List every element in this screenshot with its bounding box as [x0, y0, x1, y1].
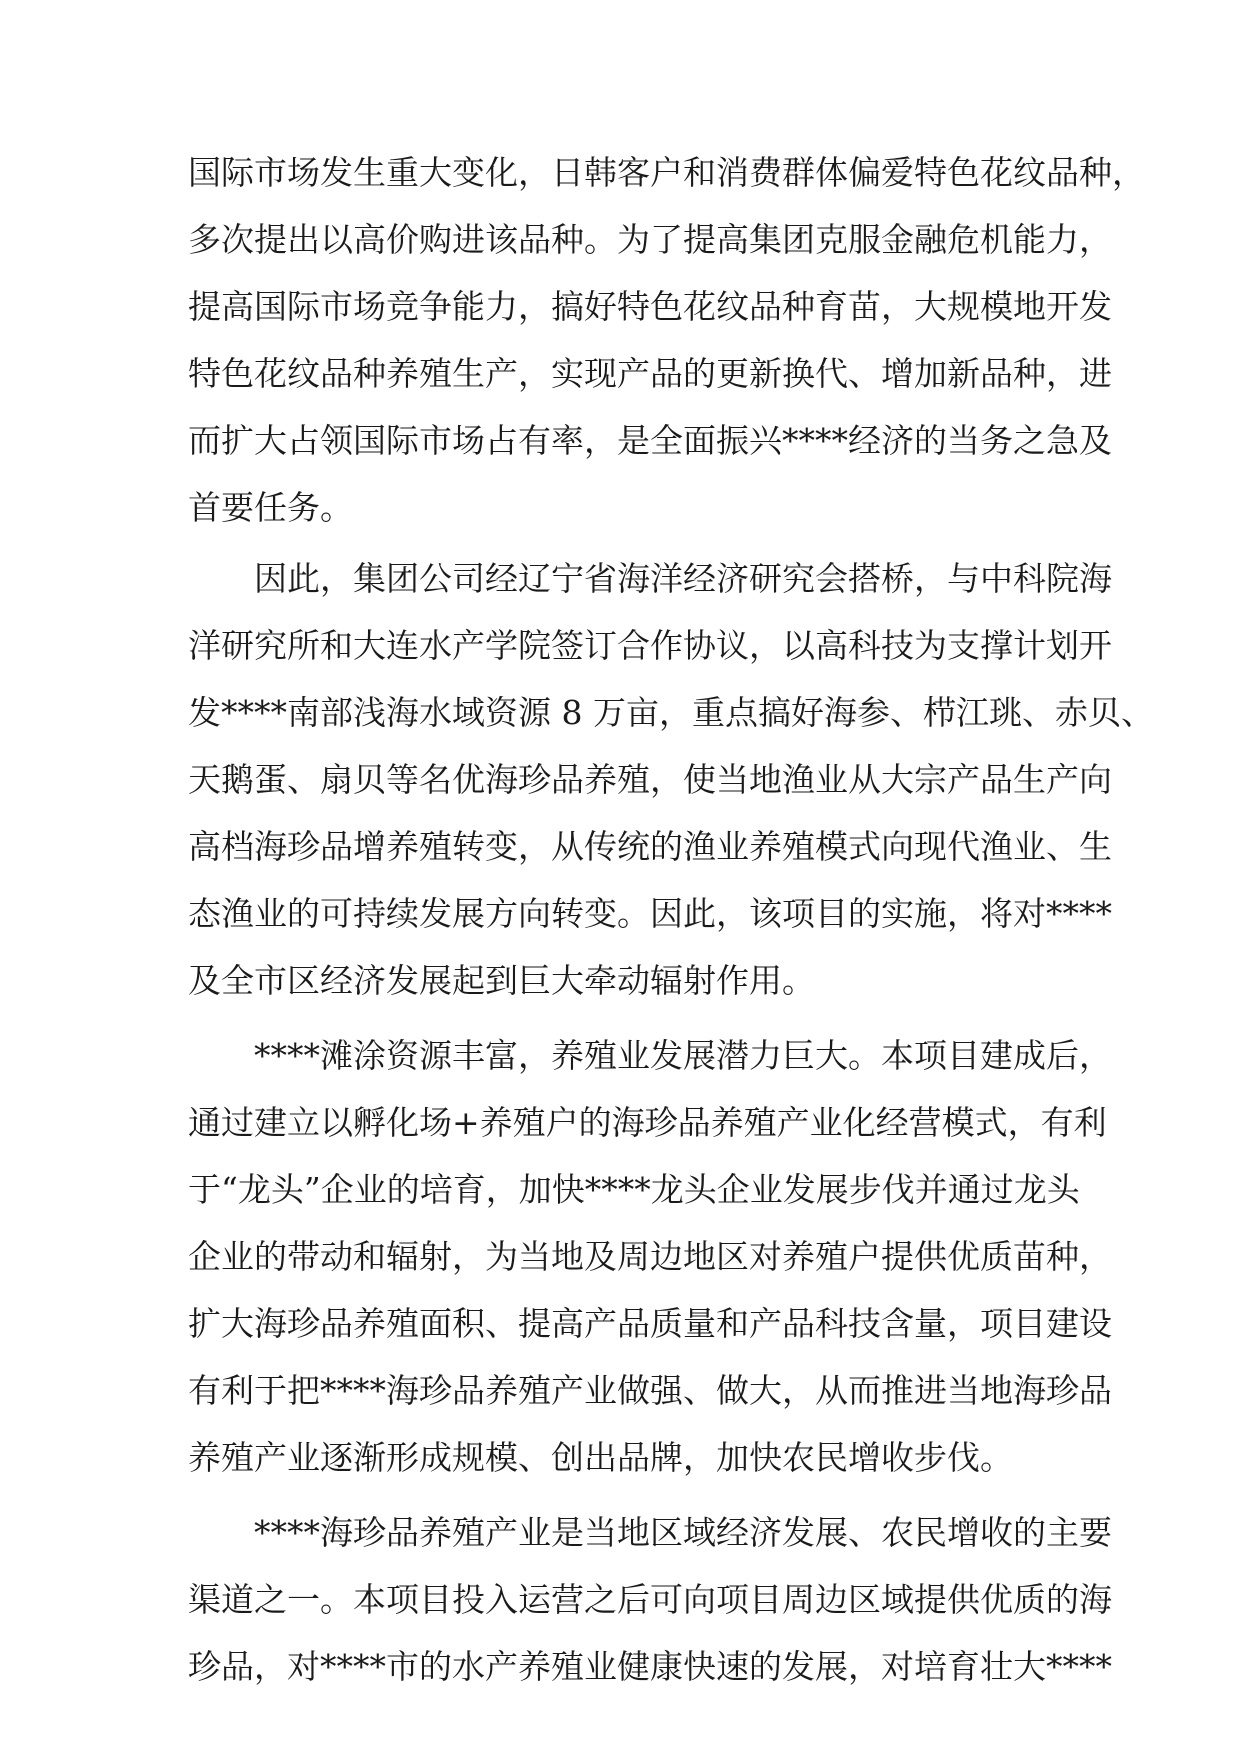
paragraph-3-line-1: ****滩涂资源丰富，养殖业发展潜力巨大。本项目建成后，: [254, 1036, 1112, 1075]
paragraph-3-line-2: 通过建立以孵化场+养殖户的海珍品养殖产业化经营模式，有利: [188, 1103, 1107, 1142]
paragraph-1-line-3: 提高国际市场竞争能力，搞好特色花纹品种育苗，大规模地开发: [188, 287, 1112, 326]
paragraph-4-line-3: 珍品，对****市的水产养殖业健康快速的发展，对培育壮大****: [188, 1647, 1112, 1686]
paragraph-4-line-2: 渠道之一。本项目投入运营之后可向项目周边区域提供优质的海: [188, 1580, 1112, 1619]
paragraph-1-line-2: 多次提出以高价购进该品种。为了提高集团克服金融危机能力，: [188, 220, 1112, 259]
paragraph-3-line-3: 于“龙头”企业的培育，加快****龙头企业发展步伐并通过龙头: [188, 1170, 1080, 1209]
paragraph-1-line-1: 国际市场发生重大变化，日韩客户和消费群体偏爱特色花纹品种，: [188, 153, 1145, 192]
paragraph-3-line-5: 扩大海珍品养殖面积、提高产品质量和产品科技含量，项目建设: [188, 1304, 1112, 1343]
paragraph-3-line-4: 企业的带动和辐射，为当地及周边地区对养殖户提供优质苗种，: [188, 1237, 1112, 1276]
paragraph-4-line-1: ****海珍品养殖产业是当地区域经济发展、农民增收的主要: [254, 1513, 1112, 1552]
paragraph-1-line-6: 首要任务。: [188, 488, 353, 527]
paragraph-2-line-3: 发****南部浅海水域资源 8 万亩，重点搞好海参、栉江珧、赤贝、: [188, 693, 1154, 732]
paragraph-1-line-5: 而扩大占领国际市场占有率，是全面振兴****经济的当务之急及: [188, 421, 1112, 460]
paragraph-2-line-1: 因此，集团公司经辽宁省海洋经济研究会搭桥，与中科院海: [254, 559, 1112, 598]
paragraph-2-line-5: 高档海珍品增养殖转变，从传统的渔业养殖模式向现代渔业、生: [188, 827, 1112, 866]
paragraph-3-line-7: 养殖产业逐渐形成规模、创出品牌，加快农民增收步伐。: [188, 1438, 1013, 1477]
paragraph-2-line-4: 天鹅蛋、扇贝等名优海珍品养殖，使当地渔业从大宗产品生产向: [188, 760, 1112, 799]
paragraph-2-line-2: 洋研究所和大连水产学院签订合作协议，以高科技为支撑计划开: [188, 626, 1112, 665]
paragraph-3-line-6: 有利于把****海珍品养殖产业做强、做大，从而推进当地海珍品: [188, 1371, 1112, 1410]
paragraph-2-line-6: 态渔业的可持续发展方向转变。因此，该项目的实施，将对****: [188, 894, 1112, 933]
paragraph-1-line-4: 特色花纹品种养殖生产，实现产品的更新换代、增加新品种，进: [188, 354, 1112, 393]
paragraph-2-line-7: 及全市区经济发展起到巨大牵动辐射作用。: [188, 961, 815, 1000]
